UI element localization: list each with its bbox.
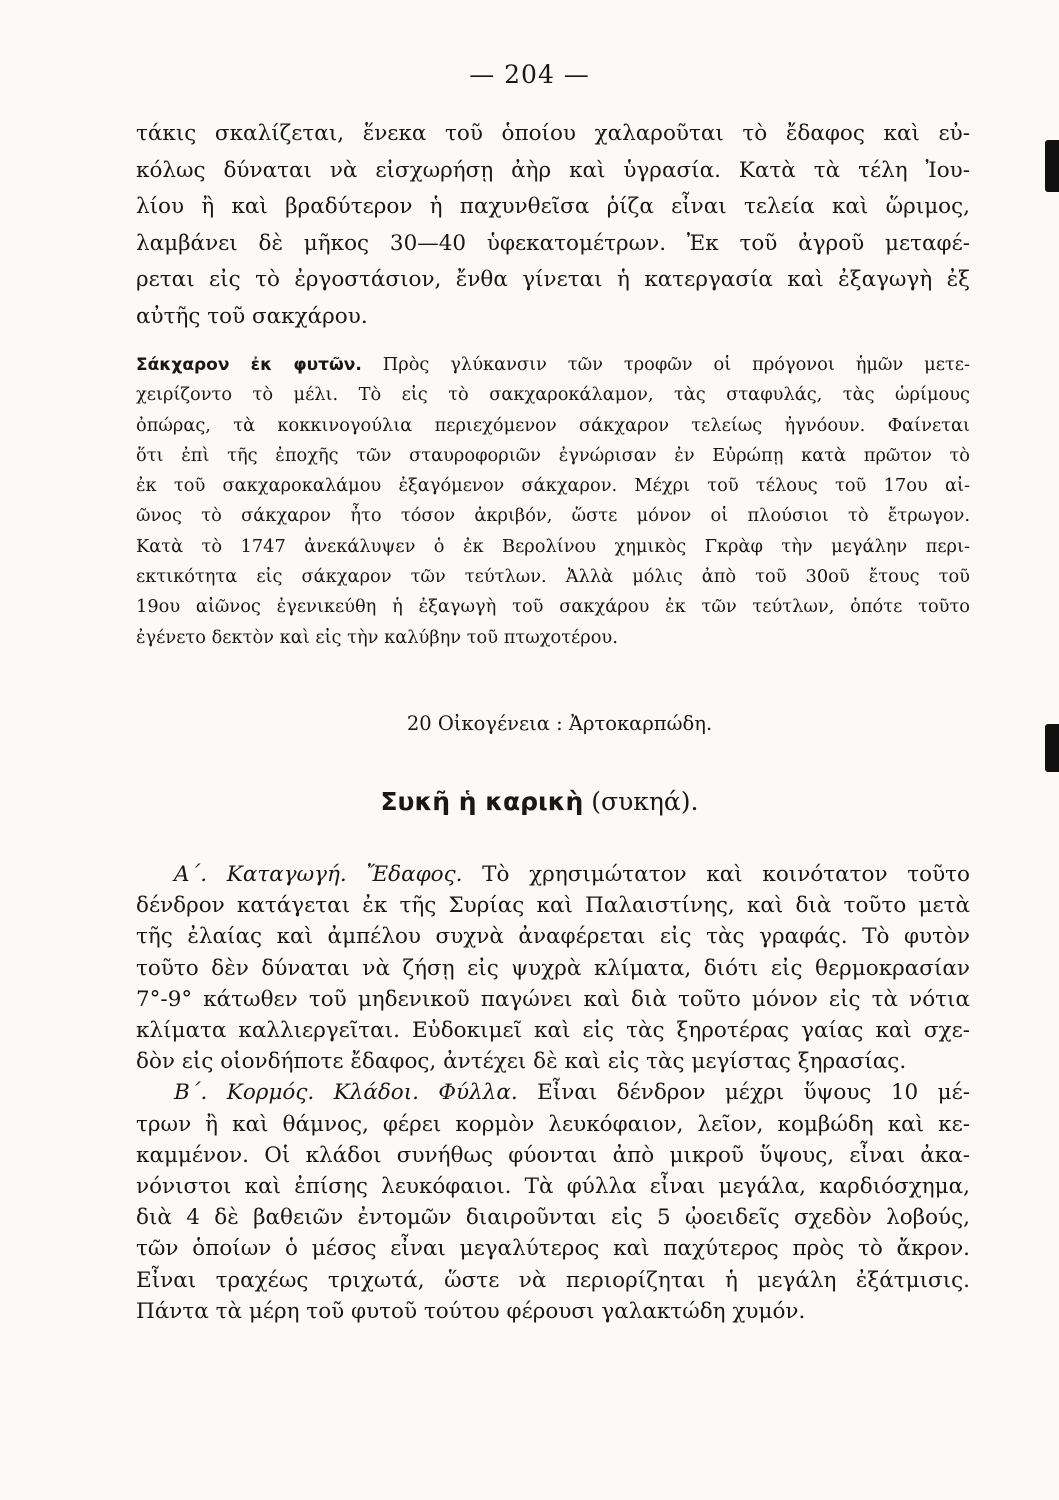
heading-line-rest: Πρὸς γλύκανσιν τῶν τροφῶν οἱ πρόγονοι ἡμῶν μετε- xyxy=(382,354,970,375)
text-line xyxy=(136,350,970,380)
text-line: χειρίζοντο τὸ μέλι. Τὸ εἰς τὸ σακχαροκάλαμον, τὰς σταφυλάς, τὰς ὡρίμους xyxy=(136,384,970,406)
text-line xyxy=(136,859,970,890)
text-line: λαμβάνει δὲ μῆκος 30—40 ὑφεκατομέτρων. Ἐκ τοῦ ἀγροῦ μεταφέ- xyxy=(136,230,970,256)
text-line: Κατὰ τὸ 1747 ἀνεκάλυψεν ὁ ἐκ Βερολίνου χημικὸς Γκρὰφ τὴν μεγάλην περι- xyxy=(136,535,970,557)
text-line: ἐκ τοῦ σακχαροκαλάμου ἐξαγόμενον σάκχαρον. Μέχρι τοῦ τέλους τοῦ 17ου αἰ- xyxy=(136,475,970,497)
paragraph-sugar-from-plants xyxy=(136,350,970,653)
text-line: τοῦτο δὲν δύναται νὰ ζήσῃ εἰς ψυχρὰ κλίματα, διότι εἰς θερμοκρασίαν xyxy=(136,955,970,981)
text-line: ρεται εἰς τὸ ἐργοστάσιον, ἔνθα γίνεται ἡ κατεργασία καὶ ἐξαγωγὴ ἐξ xyxy=(136,267,970,293)
text-line: τάκις σκαλίζεται, ἕνεκα τοῦ ὁποίου χαλαροῦται τὸ ἔδαφος καὶ εὐ- xyxy=(136,121,970,146)
text-line: ῶνος τὸ σάκχαρον ἦτο τόσον ἀκριβόν, ὥστε μόνον οἱ πλούσιοι τὸ ἔτρωγον. xyxy=(136,505,970,527)
text-line: 19ου αἰῶνος ἐγενικεύθη ἡ ἐξαγωγὴ τοῦ σακχάρου ἐκ τῶν τεύτλων, ὁπότε τοῦτο xyxy=(136,596,970,618)
text-line: Πάντα τὰ μέρη τοῦ φυτοῦ τούτου φέρουσι γαλακτώδη χυμόν. xyxy=(136,1298,806,1324)
page-number: — 204 — xyxy=(469,60,590,89)
text-line: ὅτι ἐπὶ τῆς ἐποχῆς τῶν σταυροφοριῶν ἐγνώρισαν ἐν Εὐρώπῃ κατὰ πρῶτον τὸ xyxy=(136,444,970,466)
text-line: 7°-9° κάτωθεν τοῦ μηδενικοῦ παγώνει καὶ διὰ τοῦτο μόνον εἰς τὰ νότια xyxy=(136,986,970,1012)
text-line: κλίματα καλλιεργεῖται. Εὐδοκιμεῖ καὶ εἰς τὰς ξηροτέρας γαίας καὶ σχε- xyxy=(136,1018,970,1044)
text-line: διὰ 4 δὲ βαθειῶν ἐντομῶν διαιροῦνται εἰς 5 ᾠοειδεῖς σχεδὸν λοβούς, xyxy=(136,1205,970,1231)
title-name: Συκῆ ἡ καρικὴ xyxy=(380,787,584,816)
text-line: τρων ἢ καὶ θάμνος, φέρει κορμὸν λευκόφαιον, λεῖον, κομβώδη καὶ κε- xyxy=(136,1111,970,1137)
text-line: δένδρον κατάγεται ἐκ τῆς Συρίας καὶ Παλαιστίνης, καὶ διὰ τοῦτο μετὰ xyxy=(136,893,970,919)
section-heading: Σάκχαρον ἐκ φυτῶν. xyxy=(136,355,362,375)
text-line: ὀπώρας, τὰ κοκκινογούλια περιεχόμενον σάκχαρον τελείως ἠγνόουν. Φαίνεται xyxy=(136,414,970,436)
text-line: λίου ἢ καὶ βραδύτερον ἡ παχυνθεῖσα ῥίζα εἶναι τελεία καὶ ὥριμος, xyxy=(136,194,970,220)
text-line: Εἶναι τραχέως τριχωτά, ὥστε νὰ περιορίζηται ἡ μεγάλη ἐξάτμισις. xyxy=(136,1267,970,1293)
text-line: τῶν ὁποίων ὁ μέσος εἶναι μεγαλύτερος καὶ παχύτερος πρὸς τὸ ἄκρον. xyxy=(136,1236,970,1262)
paragraph-fig-tree xyxy=(136,859,970,1327)
text-line: αὐτῆς τοῦ σακχάρου. xyxy=(136,303,368,329)
text-line: εκτικότητα εἰς σάκχαρον τῶν τεύτλων. Ἀλλὰ μόλις ἀπὸ τοῦ 30οῦ ἔτους τοῦ xyxy=(136,566,970,588)
family-heading: 20 Οἰκογένεια : Ἀρτοκαρπώδη. xyxy=(406,712,713,735)
paragraph-beet-harvest xyxy=(136,116,970,336)
title-common-name: (συκηά). xyxy=(583,787,699,816)
text-line: ἐγένετο δεκτὸν καὶ εἰς τὴν καλύβην τοῦ πτωχοτέρου. xyxy=(136,626,618,648)
heading-line-rest: Εἶναι δένδρον μέχρι ὕψους 10 μέ- xyxy=(517,1080,970,1106)
edge-mark-top xyxy=(1045,140,1059,192)
heading-line-rest: Τὸ χρησιμώτατον καὶ κοινότατον τοῦτο xyxy=(462,862,970,887)
subsection-heading-origin: Α΄. Καταγωγή. Ἔδαφος. xyxy=(174,862,463,887)
text-line: καμμένον. Οἱ κλάδοι συνήθως φύονται ἀπὸ μικροῦ ὕψους, εἶναι ἀκα- xyxy=(136,1142,970,1168)
section-title xyxy=(0,787,1059,816)
text-line: δὸν εἰς οἱονδήποτε ἔδαφος, ἀντέχει δὲ καὶ εἰς τὰς μεγίστας ξηρασίας. xyxy=(136,1049,907,1075)
subsection-heading-trunk: Β΄. Κορμός. Κλάδοι. Φύλλα. xyxy=(174,1080,518,1106)
text-line: τῆς ἐλαίας καὶ ἀμπέλου συχνὰ ἀναφέρεται εἰς τὰς γραφάς. Τὸ φυτὸν xyxy=(136,924,970,950)
text-line xyxy=(136,1077,970,1108)
text-line: κόλως δύναται νὰ εἰσχωρήσῃ ἀὴρ καὶ ὑγρασία. Κατὰ τὰ τέλη Ἰου- xyxy=(136,157,970,183)
text-line: νόνιστοι καὶ ἐπίσης λευκόφαιοι. Τὰ φύλλα εἶναι μεγάλα, καρδιόσχημα, xyxy=(136,1174,970,1200)
